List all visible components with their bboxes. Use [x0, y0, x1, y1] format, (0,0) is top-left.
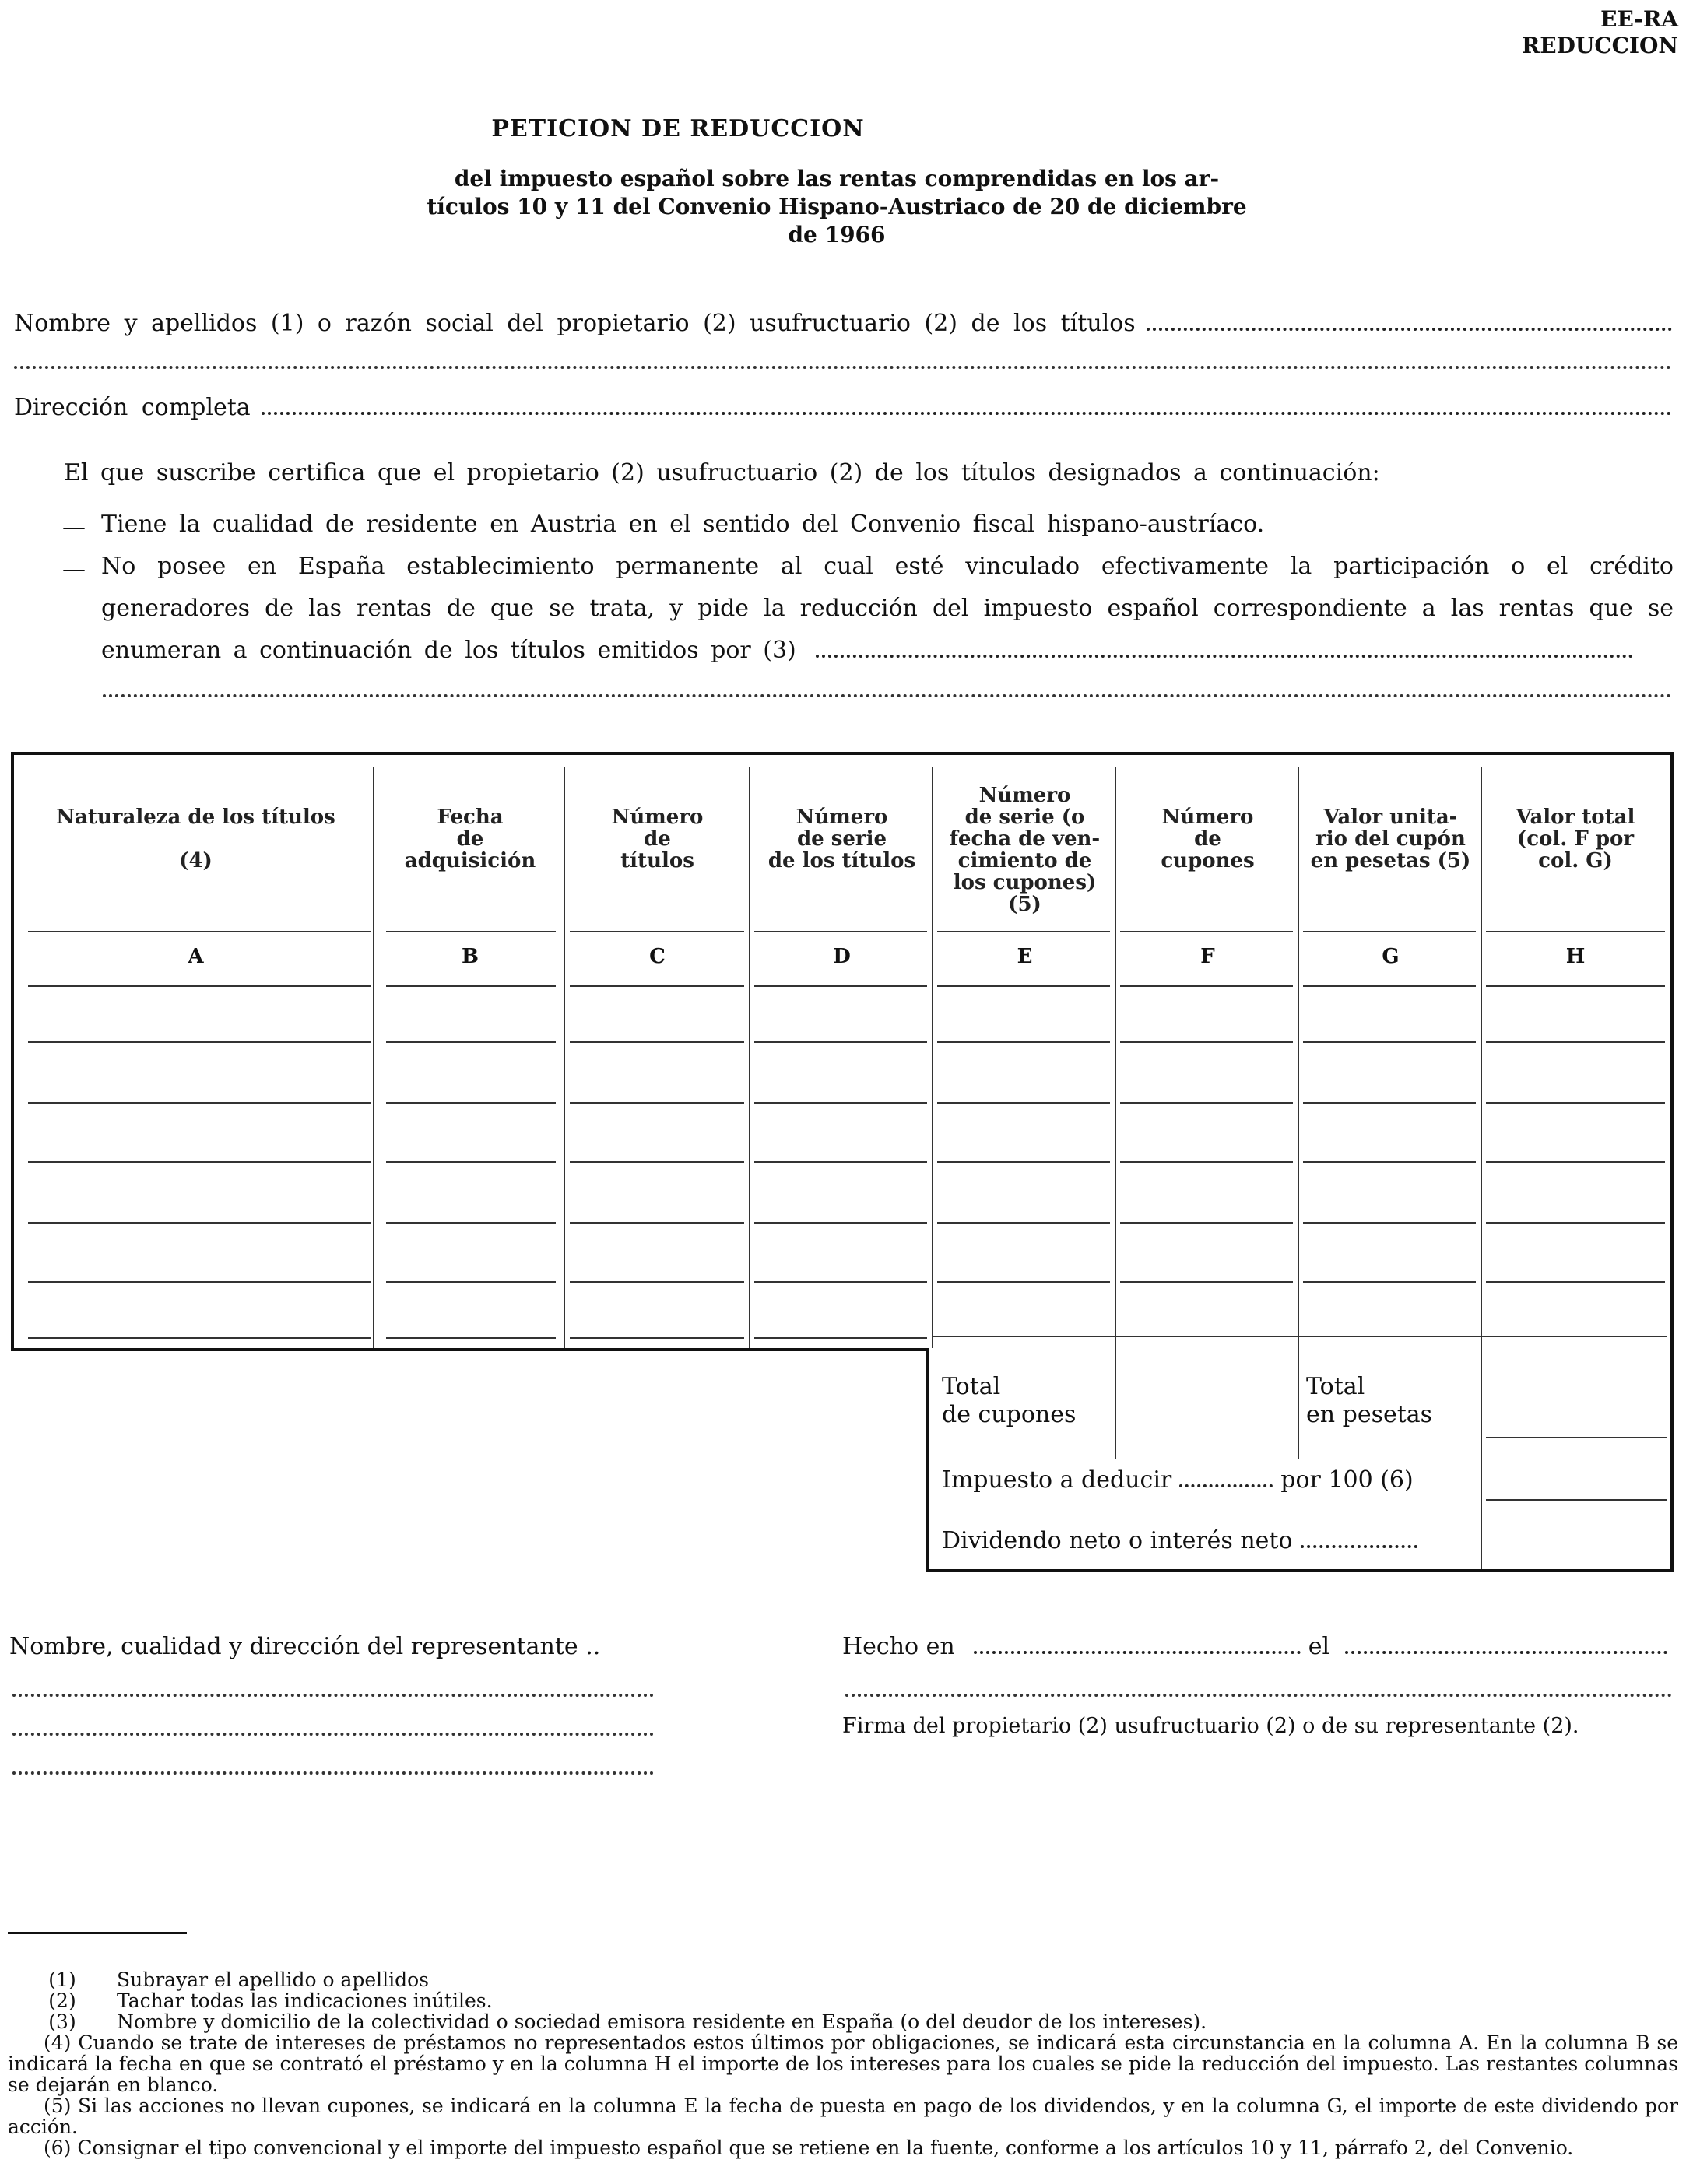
col-sep-gh: [1481, 767, 1482, 1348]
row-rule: [937, 1222, 1110, 1224]
row-rule: [28, 985, 371, 987]
col-header-b: Fecha de adquisición: [404, 806, 536, 873]
date-input[interactable]: [1345, 1648, 1667, 1654]
row-rule: [386, 1281, 556, 1283]
row-rule: [1303, 1161, 1476, 1163]
row-rule: [937, 1041, 1110, 1043]
col-sep-de: [932, 767, 933, 1348]
totals-sep-3: [1481, 1348, 1482, 1569]
row-rule: [1120, 1161, 1293, 1163]
col-header-g: Valor unita- rio del cupón en pesetas (5): [1310, 806, 1471, 873]
row-rule: [754, 1281, 927, 1283]
col-sep-ab: [373, 767, 374, 1348]
row-rule: [1303, 1041, 1476, 1043]
row-rule: [386, 1222, 556, 1224]
col-header-d: Número de serie de los títulos: [767, 806, 916, 873]
row-rule: [1303, 1281, 1476, 1283]
certification-point2: No posee en España establecimiento permanente al cual esté vinculado efectivamente la participación o el crédito generadores de las rentas de que se trata, y pide la reducción del impuesto español correspondiente a las rentas que se enumeran a continuación de los títulos emitidos por (3): [101, 553, 1674, 664]
col-letter-e: E: [1017, 945, 1033, 968]
owner-field-label: Nombre y apellidos (1) o razón social del propietario (2) usufructuario (2) de los títulos: [14, 310, 1136, 337]
total-pesetas-label: Total en pesetas: [1306, 1373, 1433, 1428]
row-rule: [754, 985, 927, 987]
row-rule: [1120, 1281, 1293, 1283]
col-sep-cd: [749, 767, 750, 1348]
row-rule: [28, 1337, 371, 1339]
col-header-h: Valor total (col. F por col. G): [1516, 806, 1635, 873]
place-input[interactable]: [974, 1648, 1301, 1654]
col-letter-a: A: [188, 945, 204, 968]
row-rule: [1303, 931, 1476, 932]
row-rule: [28, 931, 371, 932]
table-right-border: [1670, 752, 1674, 1572]
row-rule: [570, 1161, 744, 1163]
row-rule: [28, 1041, 371, 1043]
totals-sep-2: [1298, 1348, 1299, 1459]
tax-deduct-suffix: por 100 (6): [1280, 1466, 1414, 1494]
address-field-input[interactable]: [262, 409, 1672, 415]
row-rule: [937, 985, 1110, 987]
point1-dash: —: [62, 514, 86, 541]
row-rule: [937, 1281, 1110, 1283]
row-rule: [1120, 985, 1293, 987]
subtitle-line1: del impuesto español sobre las rentas comprendidas en los ar-: [454, 166, 1220, 191]
net-dividend-label: Dividendo neto o interés neto: [942, 1527, 1293, 1554]
row-rule: [28, 1281, 371, 1283]
certification-point2-block: [101, 546, 1674, 672]
row-rule: [386, 1161, 556, 1163]
representative-label: Nombre, cualidad y dirección del representante ..: [9, 1633, 601, 1660]
row-rule: [570, 931, 744, 932]
row-rule: [754, 1161, 927, 1163]
footnote-rule: [8, 1932, 187, 1934]
net-dividend-input[interactable]: [1301, 1542, 1417, 1548]
tax-deduct-label: Impuesto a deducir: [942, 1466, 1172, 1494]
row-rule: [386, 1102, 556, 1104]
issuer-field-input[interactable]: [816, 651, 1633, 658]
address-field-row: [14, 394, 1672, 421]
row-rule: [1486, 1041, 1665, 1043]
titles-table: [11, 752, 1677, 1577]
form-code-line1: EE-RA: [1600, 6, 1678, 32]
row-rule: [1303, 1222, 1476, 1224]
footnote-4: (4) Cuando se trate de intereses de préstamos no representados estos últimos por obligaciones, se indicará esta circunstancia en la columna A. En la columna B se indicará la fecha en que se contrató el préstamo y en la columna H el importe de los intereses para los cuales se pide la reducción del impuesto. Las restantes columnas se dejarán en blanco.: [8, 2031, 1678, 2096]
row-rule: [570, 1041, 744, 1043]
col-letter-g: G: [1382, 945, 1400, 968]
col-letter-f: F: [1200, 945, 1215, 968]
row-rule: [754, 1102, 927, 1104]
row-rule: [1120, 1041, 1293, 1043]
tax-deduct-row: [942, 1466, 1414, 1494]
point2-dash: —: [62, 556, 86, 583]
row-rule: [1303, 1102, 1476, 1104]
row-rule: [937, 931, 1110, 932]
col-letter-b: B: [462, 945, 479, 968]
subtitle-line2: tículos 10 y 11 del Convenio Hispano-Austriaco de 20 de diciembre: [427, 194, 1247, 219]
footnote-3: (3) Nombre y domicilio de la colectividad o sociedad emisora residente en España (o del deudor de los intereses).: [48, 2010, 1207, 2033]
row-rule: [754, 1041, 927, 1043]
signature-label: Firma del propietario (2) usufructuario (2) o de su representante (2).: [842, 1714, 1579, 1738]
row-rule: [570, 985, 744, 987]
col-header-a: Naturaleza de los títulos (4): [56, 806, 335, 873]
row-rule: [1303, 985, 1476, 987]
certification-intro: El que suscribe certifica que el propietario (2) usufructuario (2) de los títulos designados a continuación:: [64, 459, 1380, 486]
row-rule: [386, 985, 556, 987]
row-rule: [1486, 985, 1665, 987]
representative-line-1[interactable]: [12, 1694, 654, 1697]
signature-line[interactable]: [845, 1694, 1672, 1697]
row-rule: [937, 1161, 1110, 1163]
row-rule: [386, 1337, 556, 1339]
totals-bottom-border: [926, 1569, 1674, 1572]
issuer-field-continuation[interactable]: [103, 694, 1672, 697]
row-rule: [1486, 1102, 1665, 1104]
row-rule: [937, 1102, 1110, 1104]
row-rule: [386, 1041, 556, 1043]
row-rule: [570, 1102, 744, 1104]
address-field-label: Dirección completa: [14, 394, 251, 421]
col-header-f: Número de cupones: [1161, 806, 1255, 873]
table-bottom-left-border: [11, 1348, 926, 1351]
row-rule: [386, 931, 556, 932]
subtitle-line3: de 1966: [788, 222, 886, 248]
row-rule: [570, 1222, 744, 1224]
form-code: [1522, 6, 1678, 59]
row-rule: [28, 1222, 371, 1224]
row-rule: [1486, 1281, 1665, 1283]
representative-line-2[interactable]: [12, 1733, 654, 1736]
col-letter-c: C: [649, 945, 666, 968]
row-rule: [754, 1222, 927, 1224]
footnote-5: (5) Si las acciones no llevan cupones, se indicará en la columna E la fecha de puesta en pago de los dividendos, y en la columna G, el importe de este dividendo por acción.: [8, 2094, 1678, 2138]
col-letter-d: D: [833, 945, 851, 968]
owner-field-input[interactable]: [1147, 325, 1672, 331]
row-rule: [1120, 931, 1293, 932]
footnote-6: (6) Consignar el tipo convencional y el importe del impuesto español que se retiene en la fuente, conforme a los artículos 10 y 11, párrafo 2, del Convenio.: [44, 2137, 1574, 2159]
row-rule: [570, 1281, 744, 1283]
table-left-border: [11, 752, 14, 1351]
row-rule: [28, 1102, 371, 1104]
net-dividend-row: [942, 1527, 1425, 1554]
representative-line-3[interactable]: [12, 1771, 654, 1775]
owner-field-row: [14, 310, 1672, 337]
page-title: PETICION DE REDUCCION: [491, 115, 865, 142]
col-letter-h: H: [1565, 945, 1586, 968]
row-rule: [754, 1337, 927, 1339]
totals-h-rule-1: [1486, 1437, 1667, 1438]
footnote-1: (1) Subrayar el apellido o apellidos: [48, 1968, 430, 1991]
footnotes: [8, 1969, 1678, 2158]
col-sep-ef: [1115, 767, 1116, 1348]
total-coupons-label: Total de cupones: [942, 1373, 1077, 1428]
row-rule: [1120, 1222, 1293, 1224]
row-rule: [1486, 931, 1665, 932]
col-header-c: Número de títulos: [611, 806, 704, 873]
totals-sep-1: [1115, 1348, 1116, 1459]
owner-field-continuation[interactable]: [14, 366, 1672, 369]
certification-point1: Tiene la cualidad de residente en Austria en el sentido del Convenio fiscal hispano-austríaco.: [101, 511, 1265, 538]
row-rule: [570, 1337, 744, 1339]
totals-h-rule-2: [1486, 1499, 1667, 1501]
row-rule: [1486, 1161, 1665, 1163]
row-rule: [1120, 1102, 1293, 1104]
place-date-row: [842, 1633, 1675, 1660]
page-subtitle: [420, 165, 1253, 249]
footnote-2: (2) Tachar todas las indicaciones inútiles.: [48, 1989, 493, 2012]
row-rule: [28, 1161, 371, 1163]
col-header-e: Número de serie (o fecha de ven- cimiento de los cupones) (5): [949, 784, 1101, 916]
row-rule: [1486, 1222, 1665, 1224]
row-rule: [754, 931, 927, 932]
form-code-line2: REDUCCION: [1522, 33, 1678, 58]
col-sep-bc: [564, 767, 565, 1348]
made-in-label: Hecho en: [842, 1633, 955, 1660]
date-label: el: [1308, 1633, 1330, 1660]
col-sep-fg: [1298, 767, 1299, 1348]
tax-rate-input[interactable]: [1179, 1481, 1273, 1487]
table-top-border: [11, 752, 1670, 755]
totals-top-rule: [932, 1336, 1667, 1337]
totals-left-border: [926, 1348, 929, 1572]
